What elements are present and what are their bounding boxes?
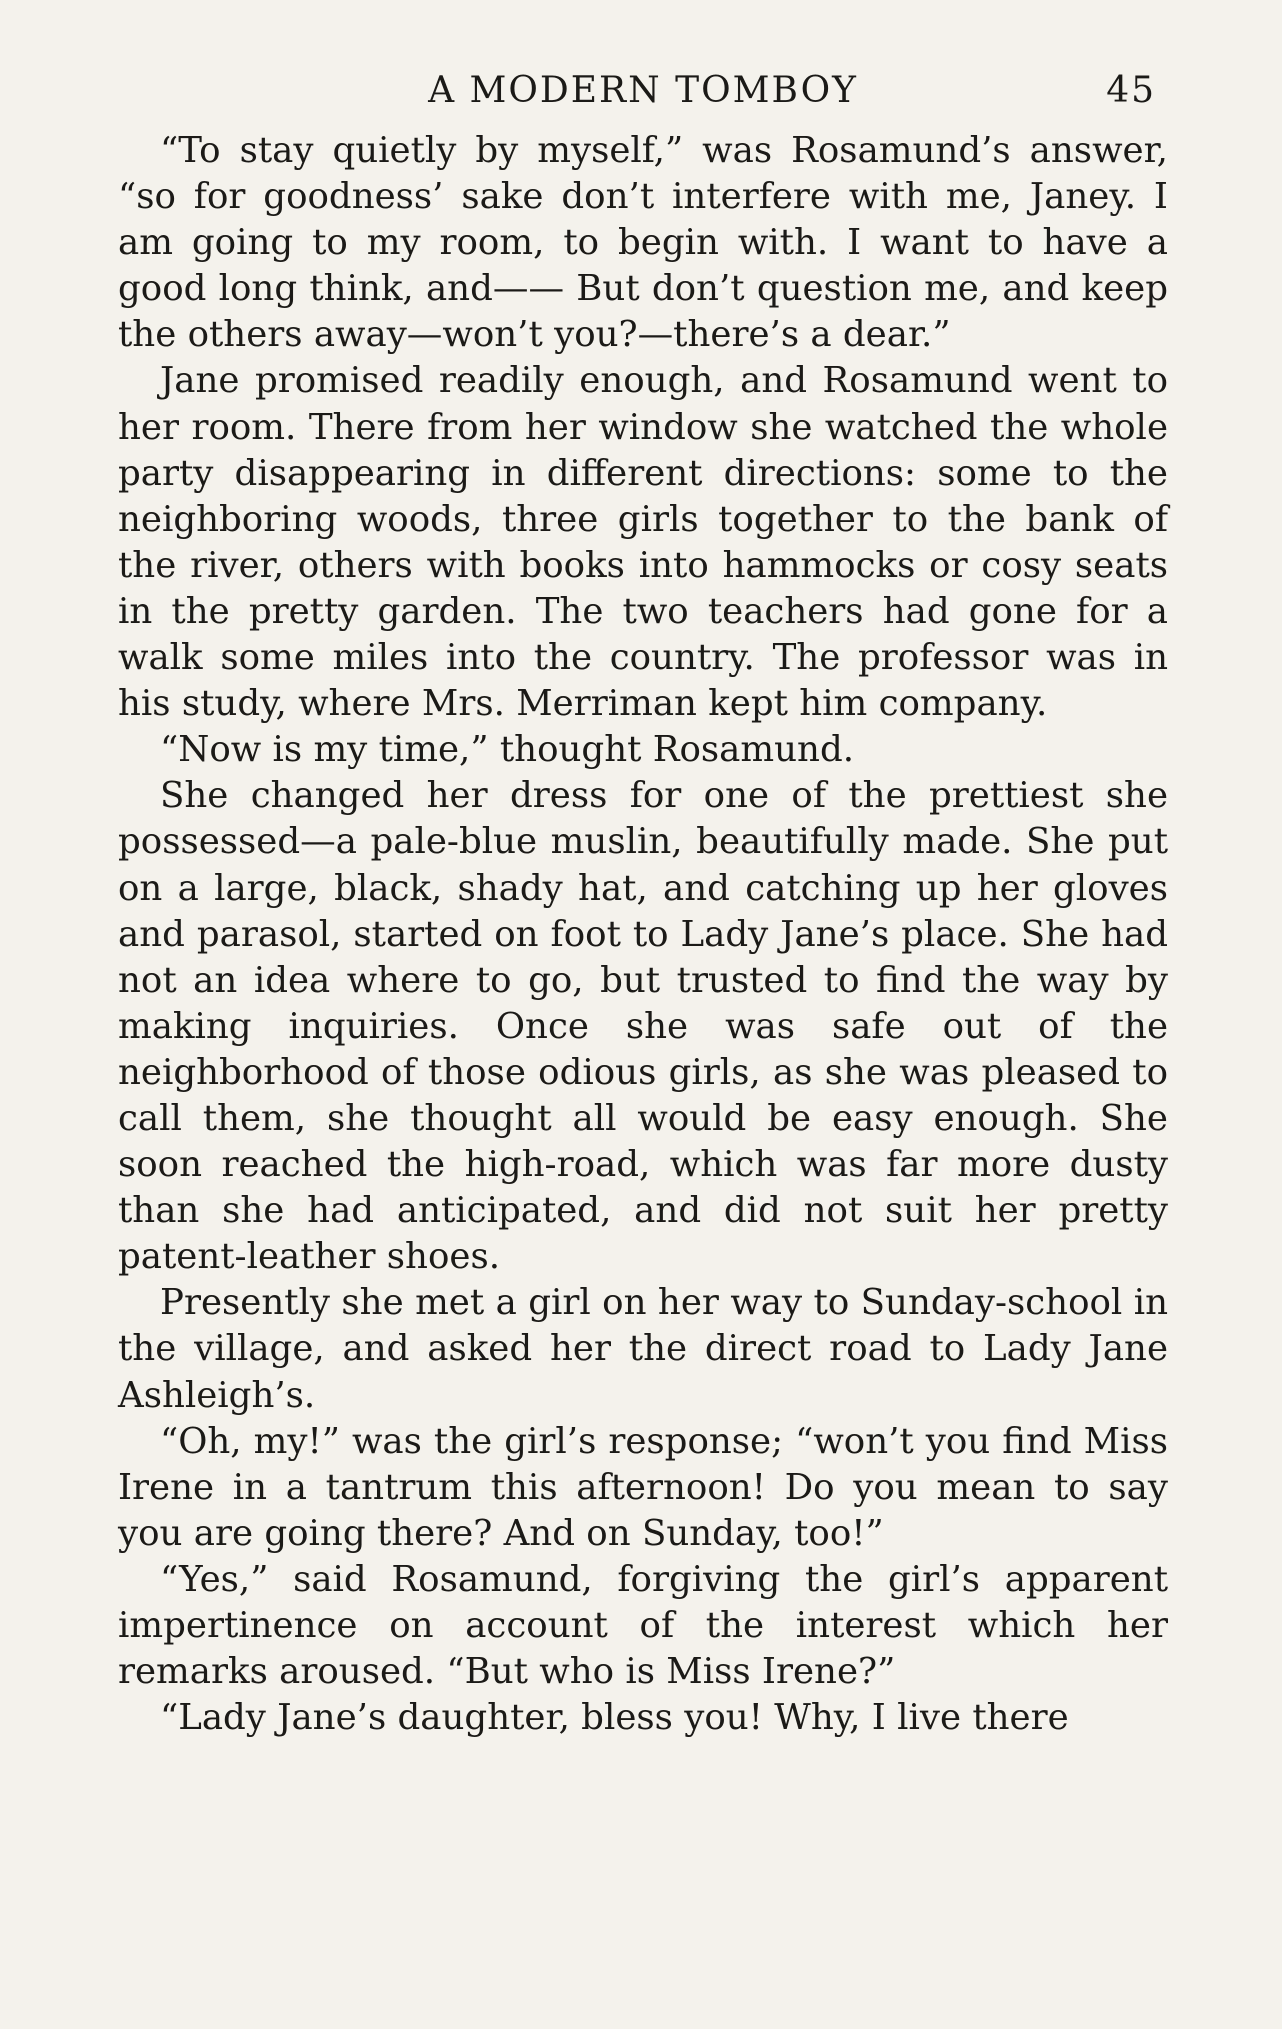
book-page <box>118 62 1168 1962</box>
paragraph: Presently she met a girl on her way to Sunday-school in the village, and asked her the direct road to Lady Jane Ashleigh’s. <box>118 1282 1168 1416</box>
paragraph: “Oh, my!” was the girl’s response; “won’t you find Miss Irene in a tantrum this afternoon! Do you mean to say you are going there? And on Sunday, too!” <box>118 1420 1168 1554</box>
paragraph: Jane promised readily enough, and Rosamund went to her room. There from her window she watched the whole party disappearing in different directions: some to the neighboring woods, three girls together to the bank of the river, others with books into hammocks or cosy seats in the pretty garden. The two teachers had gone for a walk some miles into the country. The professor was in his study, where Mrs. Merriman kept him company. <box>118 360 1168 725</box>
paragraph: “Yes,” said Rosamund, forgiving the girl’s apparent impertinence on account of the interest which her remarks aroused. “But who is Miss Irene?” <box>118 1558 1168 1693</box>
paragraph: “Lady Jane’s daughter, bless you! Why, I live there <box>160 1697 1069 1739</box>
paragraph: “Now is my time,” thought Rosamund. <box>160 729 855 771</box>
page-header <box>118 62 1168 128</box>
page-number: 45 <box>1106 70 1156 111</box>
paragraph: “To stay quietly by myself,” was Rosamund’s answer, “so for goodness’ sake don’t interfere with me, Janey. I am going to my room, to begin with. I want to have a good long think, and—— But don’t question me, and keep the others away—won’t you?—there’s a dear.” <box>118 130 1168 356</box>
body-text <box>118 128 1168 1741</box>
paragraph: She changed her dress for one of the prettiest she possessed—a pale-blue muslin, beautifully made. She put on a large, black, shady hat, and catching up her gloves and parasol, started on foot to Lady Jane’s place. She had not an idea where to go, but trusted to find the way by making inquiries. Once she was safe out of the neighborhood of those odious girls, as she was pleased to call them, she thought all would be easy enough. She soon reached the high-road, which was far more dusty than she had anticipated, and did not suit her pretty patent-leather shoes. <box>118 775 1168 1278</box>
running-title: A MODERN TOMBOY <box>428 70 858 111</box>
